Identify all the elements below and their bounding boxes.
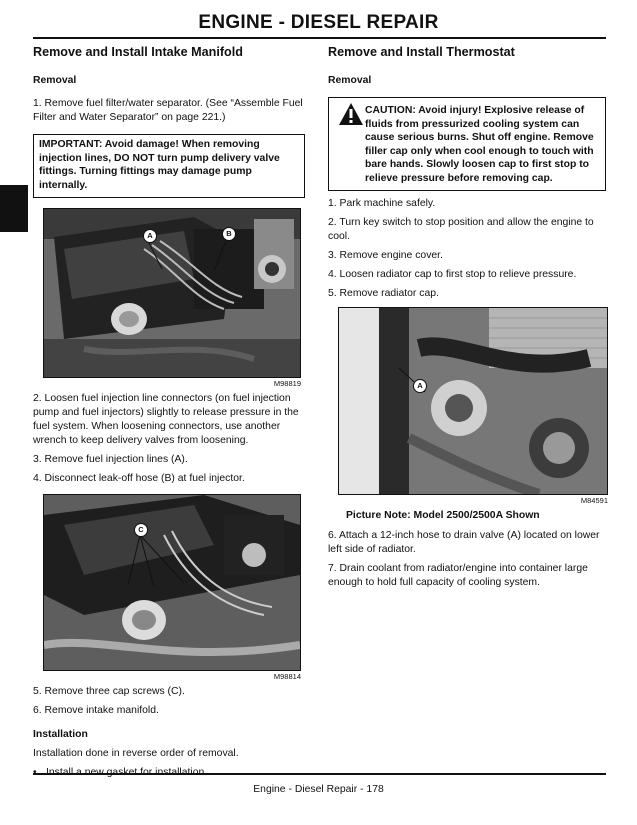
figure-cap-screws	[43, 494, 301, 681]
caution-text: CAUTION: Avoid injury! Explosive release of fluids from pressurized cooling system can cause serious burns. Shut off engine. Remove filler cap only when cool enough to touch with bare hands. Slowly loosen cap to first stop to relieve pressure before removing cap.	[365, 105, 594, 184]
right-column	[328, 44, 606, 595]
step-3: 3. Remove fuel injection lines (A).	[33, 454, 188, 465]
page-title: ENGINE - DIESEL REPAIR	[198, 12, 439, 33]
engine-illustration-2	[44, 495, 300, 670]
radiator-illustration	[339, 308, 607, 494]
radiator-photo	[338, 307, 608, 495]
footer-rule	[33, 773, 606, 775]
figure-id: M84591	[580, 496, 608, 505]
step-3: 3. Remove engine cover.	[328, 250, 443, 261]
installation-heading: Installation	[33, 729, 88, 740]
picture-note: Picture Note: Model 2500/2500A Shown	[346, 510, 540, 521]
step-6: 6. Remove intake manifold.	[33, 705, 159, 716]
thermostat-title: Remove and Install Thermostat	[328, 45, 515, 59]
header-rule	[33, 37, 606, 39]
engine-photo-2	[43, 494, 301, 671]
step-2: 2. Loosen fuel injection line connectors (on fuel injection pump and fuel injectors) slightly to release pressure in the fuel system. When loosening connectors, use another wrench to keep delivery valves from loosening.	[33, 393, 299, 446]
removal-heading: Removal	[328, 75, 372, 86]
callout-a: A	[413, 379, 427, 393]
step-5: 5. Remove three cap screws (C).	[33, 686, 185, 697]
callout-b: B	[222, 227, 236, 241]
step-5: 5. Remove radiator cap.	[328, 288, 439, 299]
caution-box	[328, 97, 606, 191]
warning-triangle-icon	[338, 102, 364, 131]
step-1: 1. Park machine safely.	[328, 198, 436, 209]
intake-manifold-title: Remove and Install Intake Manifold	[33, 45, 243, 59]
installation-text: Installation done in reverse order of removal.	[33, 748, 239, 759]
step-4: 4. Disconnect leak-off hose (B) at fuel injector.	[33, 473, 245, 484]
figure-radiator	[338, 307, 608, 505]
callout-a: A	[143, 229, 157, 243]
page-footer: Engine - Diesel Repair - 178	[253, 784, 384, 795]
step-1: 1. Remove fuel filter/water separator. (See “Assemble Fuel Filter and Water Separator” on page 221.)	[33, 98, 303, 123]
step-7: 7. Drain coolant from radiator/engine into container large enough to hold full capacity of cooling system.	[328, 563, 588, 588]
callout-c: C	[134, 523, 148, 537]
figure-id: M98819	[273, 379, 301, 388]
step-6: 6. Attach a 12-inch hose to drain valve (A) located on lower left side of radiator.	[328, 530, 600, 555]
figure-injection-lines	[43, 208, 301, 388]
step-4: 4. Loosen radiator cap to first stop to relieve pressure.	[328, 269, 577, 280]
important-note: IMPORTANT: Avoid damage! When removing injection lines, DO NOT turn pump delivery valve fittings. Turning fittings may damage pump internally.	[33, 134, 305, 198]
engine-illustration-1	[44, 209, 300, 377]
left-column	[33, 44, 305, 785]
removal-heading: Removal	[33, 75, 77, 86]
section-tab	[0, 185, 28, 232]
figure-id: M98814	[273, 672, 301, 681]
engine-photo-1	[43, 208, 301, 378]
step-2: 2. Turn key switch to stop position and allow the engine to cool.	[328, 217, 594, 242]
